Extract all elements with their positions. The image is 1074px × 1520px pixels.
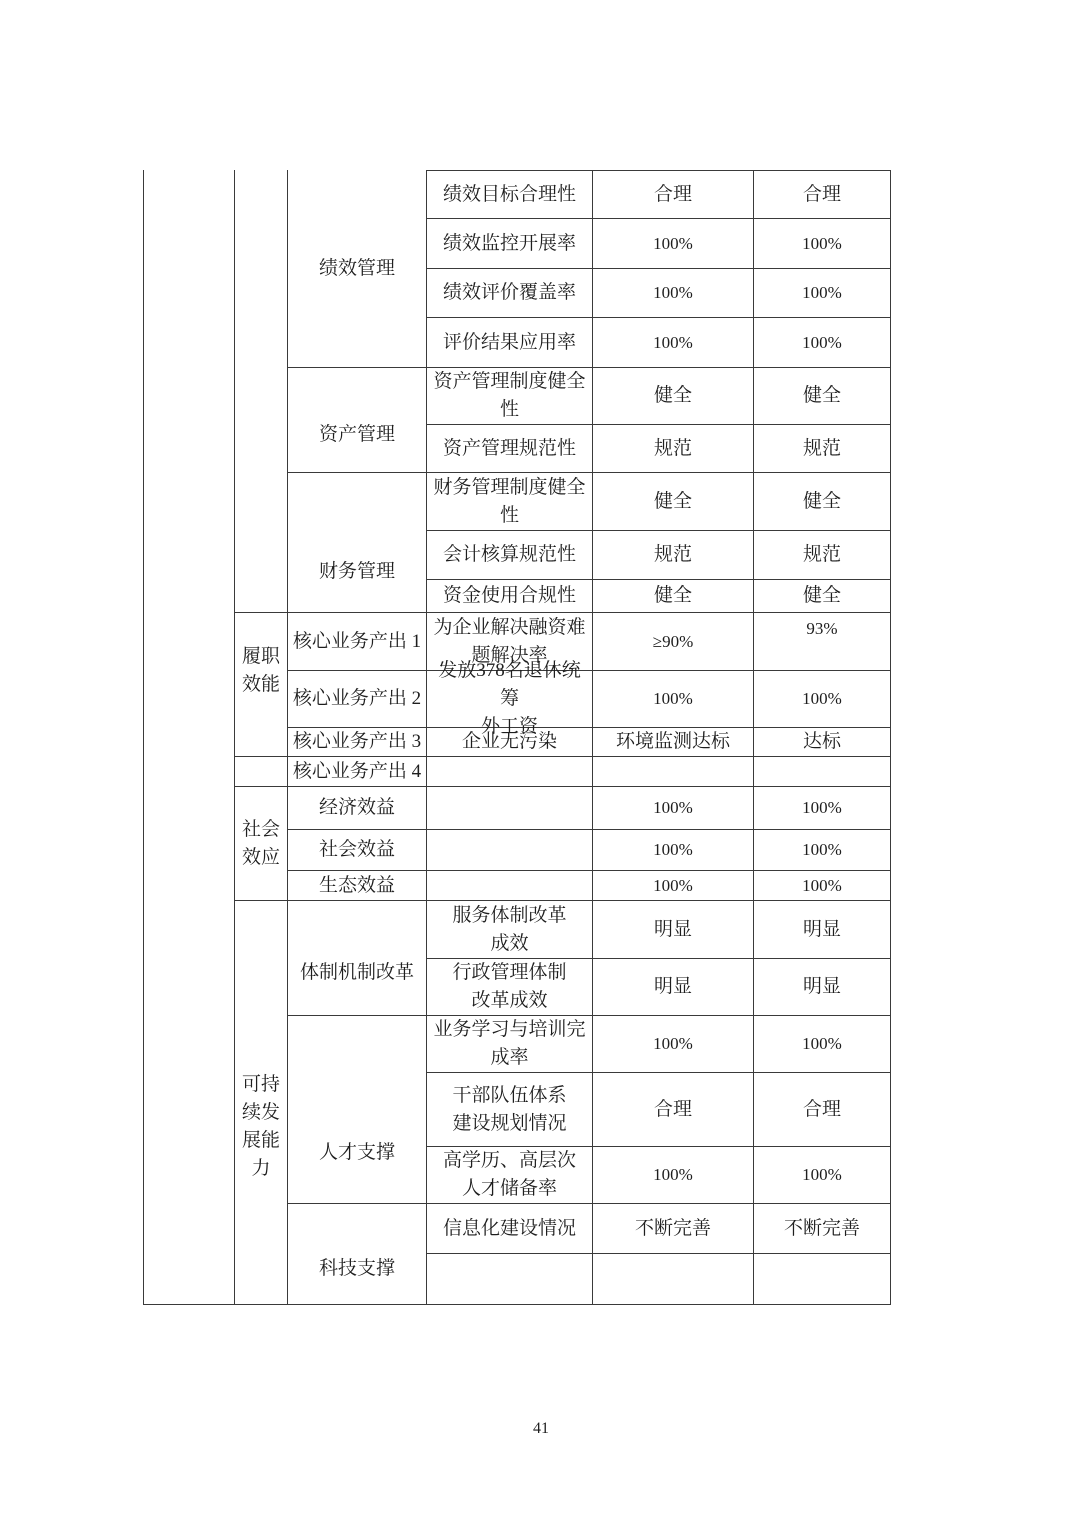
indicator-cell: 为企业解决融资难 题解决率 <box>427 613 593 671</box>
actual-value-cell: 合理 <box>754 170 891 219</box>
actual-value-cell: 93% <box>754 613 891 671</box>
target-value-cell: 不断完善 <box>593 1204 754 1254</box>
target-value-cell: 明显 <box>593 959 754 1016</box>
category-talent: 人才支撑 <box>288 1016 427 1204</box>
indicator-cell: 绩效监控开展率 <box>427 219 593 269</box>
category-perf-mgmt: 绩效管理 <box>288 170 427 368</box>
actual-value-cell: 100% <box>754 1016 891 1073</box>
actual-value-cell: 明显 <box>754 959 891 1016</box>
actual-value-cell: 100% <box>754 318 891 368</box>
dimension-cell-empty <box>235 757 288 787</box>
target-value-cell: 100% <box>593 787 754 830</box>
actual-value-cell: 规范 <box>754 425 891 473</box>
actual-value-cell-empty <box>754 757 891 787</box>
target-value-cell: 规范 <box>593 531 754 580</box>
target-value-cell: 100% <box>593 269 754 318</box>
page-number: 41 <box>533 1420 549 1437</box>
actual-value-cell: 健全 <box>754 580 891 613</box>
level1-cell-empty <box>143 170 235 1305</box>
actual-value-cell: 100% <box>754 219 891 269</box>
indicator-cell: 评价结果应用率 <box>427 318 593 368</box>
indicator-cell-empty <box>427 830 593 871</box>
actual-value-cell: 100% <box>754 1147 891 1204</box>
dimension-social: 社会 效应 <box>235 787 288 901</box>
indicator-cell: 会计核算规范性 <box>427 531 593 580</box>
target-value-cell: 100% <box>593 871 754 901</box>
actual-value-cell: 明显 <box>754 901 891 959</box>
indicator-cell: 资产管理规范性 <box>427 425 593 473</box>
indicator-cell: 资金使用合规性 <box>427 580 593 613</box>
target-value-cell: 健全 <box>593 368 754 425</box>
dimension-performance: 履职 效能 <box>235 613 288 757</box>
actual-value-cell: 规范 <box>754 531 891 580</box>
actual-value-cell: 健全 <box>754 368 891 425</box>
indicator-cell-empty <box>427 787 593 830</box>
category-asset-mgmt: 资产管理 <box>288 368 427 473</box>
indicator-cell: 财务管理制度健全 性 <box>427 473 593 531</box>
actual-value-cell: 100% <box>754 269 891 318</box>
dimension-sustainable: 可持 续发 展能 力 <box>235 901 288 1305</box>
actual-value-cell: 100% <box>754 671 891 728</box>
category-eco: 生态效益 <box>288 871 427 901</box>
actual-value-cell-empty <box>754 1254 891 1305</box>
target-value-cell: 环境监测达标 <box>593 728 754 757</box>
target-value-cell: 100% <box>593 671 754 728</box>
target-value-cell: 健全 <box>593 473 754 531</box>
actual-value-cell: 100% <box>754 830 891 871</box>
category-core-output-1: 核心业务产出 1 <box>288 613 427 671</box>
target-value-cell: 100% <box>593 318 754 368</box>
target-value-cell: 100% <box>593 1016 754 1073</box>
target-value-cell: 明显 <box>593 901 754 959</box>
target-value-cell: 规范 <box>593 425 754 473</box>
indicator-cell: 高学历、高层次 人才储备率 <box>427 1147 593 1204</box>
target-value-cell: 100% <box>593 1147 754 1204</box>
indicator-cell: 企业无污染 <box>427 728 593 757</box>
target-value-cell: 健全 <box>593 580 754 613</box>
category-economic: 经济效益 <box>288 787 427 830</box>
indicator-cell-empty <box>427 871 593 901</box>
target-value-cell: ≥90% <box>593 613 754 671</box>
actual-value-cell: 不断完善 <box>754 1204 891 1254</box>
target-value-cell: 合理 <box>593 170 754 219</box>
indicator-cell: 资产管理制度健全 性 <box>427 368 593 425</box>
target-value-cell-empty <box>593 1254 754 1305</box>
performance-indicator-table <box>143 170 891 1305</box>
indicator-cell: 绩效目标合理性 <box>427 170 593 219</box>
indicator-cell: 干部队伍体系 建设规划情况 <box>427 1073 593 1147</box>
target-value-cell-empty <box>593 757 754 787</box>
indicator-cell: 服务体制改革 成效 <box>427 901 593 959</box>
actual-value-cell: 100% <box>754 787 891 830</box>
category-tech: 科技支撑 <box>288 1204 427 1305</box>
indicator-cell: 信息化建设情况 <box>427 1204 593 1254</box>
indicator-cell: 绩效评价覆盖率 <box>427 269 593 318</box>
dimension-cell-empty <box>235 170 288 613</box>
actual-value-cell: 健全 <box>754 473 891 531</box>
indicator-cell: 行政管理体制 改革成效 <box>427 959 593 1016</box>
category-social-benefit: 社会效益 <box>288 830 427 871</box>
target-value-cell: 100% <box>593 219 754 269</box>
actual-value-cell: 合理 <box>754 1073 891 1147</box>
indicator-cell-empty <box>427 1254 593 1305</box>
actual-value-cell: 100% <box>754 871 891 901</box>
category-reform: 体制机制改革 <box>288 901 427 1016</box>
indicator-cell: 业务学习与培训完 成率 <box>427 1016 593 1073</box>
actual-value-cell: 达标 <box>754 728 891 757</box>
indicator-cell-empty <box>427 757 593 787</box>
category-core-output-4: 核心业务产出 4 <box>288 757 427 787</box>
category-core-output-2: 核心业务产出 2 <box>288 671 427 728</box>
category-finance-mgmt: 财务管理 <box>288 473 427 613</box>
target-value-cell: 合理 <box>593 1073 754 1147</box>
category-core-output-3: 核心业务产出 3 <box>288 728 427 757</box>
indicator-cell: 发放378名退休统筹 外工资 <box>427 671 593 728</box>
target-value-cell: 100% <box>593 830 754 871</box>
